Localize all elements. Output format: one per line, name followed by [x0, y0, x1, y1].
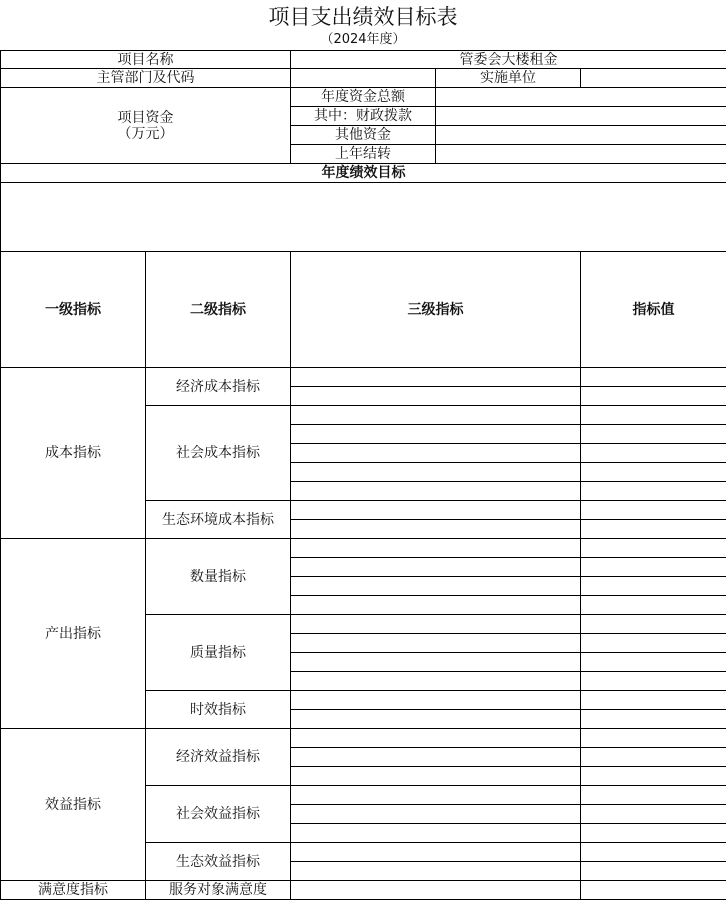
annual-goal-content[interactable] — [1, 183, 726, 252]
value-cell[interactable] — [581, 482, 726, 501]
value-cell[interactable] — [581, 558, 726, 577]
level3-cell[interactable] — [291, 881, 581, 900]
funds-row-value[interactable] — [436, 126, 726, 145]
value-cell[interactable] — [581, 881, 726, 900]
value-cell[interactable] — [581, 539, 726, 558]
level3-cell[interactable] — [291, 824, 581, 843]
funds-row-value[interactable] — [436, 88, 726, 107]
level3-cell[interactable] — [291, 748, 581, 767]
value-cell[interactable] — [581, 767, 726, 786]
level3-cell[interactable] — [291, 501, 581, 520]
level3-cell[interactable] — [291, 691, 581, 710]
timeliness-indicator: 时效指标 — [146, 691, 291, 729]
level3-cell[interactable] — [291, 862, 581, 881]
econ-benefit-indicator: 经济效益指标 — [146, 729, 291, 786]
level3-cell[interactable] — [291, 520, 581, 539]
level3-cell[interactable] — [291, 577, 581, 596]
value-cell[interactable] — [581, 596, 726, 615]
value-cell[interactable] — [581, 748, 726, 767]
value-cell[interactable] — [581, 786, 726, 805]
value-cell[interactable] — [581, 672, 726, 691]
cost-indicator: 成本指标 — [1, 368, 146, 539]
funds-unit: （万元） — [117, 125, 174, 142]
value-cell[interactable] — [581, 520, 726, 539]
impl-unit-label: 实施单位 — [436, 69, 581, 88]
value-cell[interactable] — [581, 843, 726, 862]
funds-row-label: 上年结转 — [291, 145, 436, 164]
value-cell[interactable] — [581, 368, 726, 387]
level3-cell[interactable] — [291, 482, 581, 501]
dept-label: 主管部门及代码 — [1, 69, 291, 88]
header-level3: 三级指标 — [291, 252, 581, 368]
level3-cell[interactable] — [291, 368, 581, 387]
level3-cell[interactable] — [291, 767, 581, 786]
social-cost-indicator: 社会成本指标 — [146, 406, 291, 501]
level3-cell[interactable] — [291, 729, 581, 748]
level3-cell[interactable] — [291, 539, 581, 558]
level3-cell[interactable] — [291, 596, 581, 615]
value-cell[interactable] — [581, 653, 726, 672]
value-cell[interactable] — [581, 425, 726, 444]
level3-cell[interactable] — [291, 710, 581, 729]
header-level1: 一级指标 — [1, 252, 146, 368]
performance-table — [0, 50, 726, 900]
funds-label-cell — [1, 88, 291, 164]
level3-cell[interactable] — [291, 558, 581, 577]
impl-unit-value[interactable] — [581, 69, 726, 88]
satisfaction-indicator: 满意度指标 — [1, 881, 146, 900]
value-cell[interactable] — [581, 824, 726, 843]
value-cell[interactable] — [581, 615, 726, 634]
level3-cell[interactable] — [291, 843, 581, 862]
level3-cell[interactable] — [291, 406, 581, 425]
value-cell[interactable] — [581, 634, 726, 653]
service-satisfaction-indicator: 服务对象满意度 — [146, 881, 291, 900]
funds-row-label: 其他资金 — [291, 126, 436, 145]
benefit-indicator: 效益指标 — [1, 729, 146, 881]
level3-cell[interactable] — [291, 444, 581, 463]
value-cell[interactable] — [581, 501, 726, 520]
header-value: 指标值 — [581, 252, 726, 368]
output-indicator: 产出指标 — [1, 539, 146, 729]
header-level2: 二级指标 — [146, 252, 291, 368]
eco-cost-indicator: 生态环境成本指标 — [146, 501, 291, 539]
page-title: 项目支出绩效目标表 — [268, 5, 458, 29]
value-cell[interactable] — [581, 691, 726, 710]
value-cell[interactable] — [581, 444, 726, 463]
level3-cell[interactable] — [291, 615, 581, 634]
econ-cost-indicator: 经济成本指标 — [146, 368, 291, 406]
value-cell[interactable] — [581, 805, 726, 824]
value-cell[interactable] — [581, 729, 726, 748]
funds-row-label: 年度资金总额 — [291, 88, 436, 107]
project-name-value[interactable]: 管委会大楼租金 — [291, 51, 726, 69]
funds-row-value[interactable] — [436, 107, 726, 126]
value-cell[interactable] — [581, 710, 726, 729]
level3-cell[interactable] — [291, 634, 581, 653]
level3-cell[interactable] — [291, 463, 581, 482]
funds-row-value[interactable] — [436, 145, 726, 164]
project-name-label: 项目名称 — [1, 51, 291, 69]
level3-cell[interactable] — [291, 786, 581, 805]
level3-cell[interactable] — [291, 672, 581, 691]
funds-row-label: 其中：财政拨款 — [291, 107, 436, 126]
value-cell[interactable] — [581, 577, 726, 596]
level3-cell[interactable] — [291, 805, 581, 824]
value-cell[interactable] — [581, 463, 726, 482]
quality-indicator: 质量指标 — [146, 615, 291, 691]
value-cell[interactable] — [581, 862, 726, 881]
quantity-indicator: 数量指标 — [146, 539, 291, 615]
page-subtitle: （2024年度） — [320, 32, 406, 47]
annual-goal-label: 年度绩效目标 — [1, 164, 726, 183]
dept-value[interactable] — [291, 69, 436, 88]
level3-cell[interactable] — [291, 653, 581, 672]
level3-cell[interactable] — [291, 425, 581, 444]
eco-benefit-indicator: 生态效益指标 — [146, 843, 291, 881]
value-cell[interactable] — [581, 387, 726, 406]
value-cell[interactable] — [581, 406, 726, 425]
level3-cell[interactable] — [291, 387, 581, 406]
funds-label: 项目资金 — [117, 109, 174, 126]
social-benefit-indicator: 社会效益指标 — [146, 786, 291, 843]
